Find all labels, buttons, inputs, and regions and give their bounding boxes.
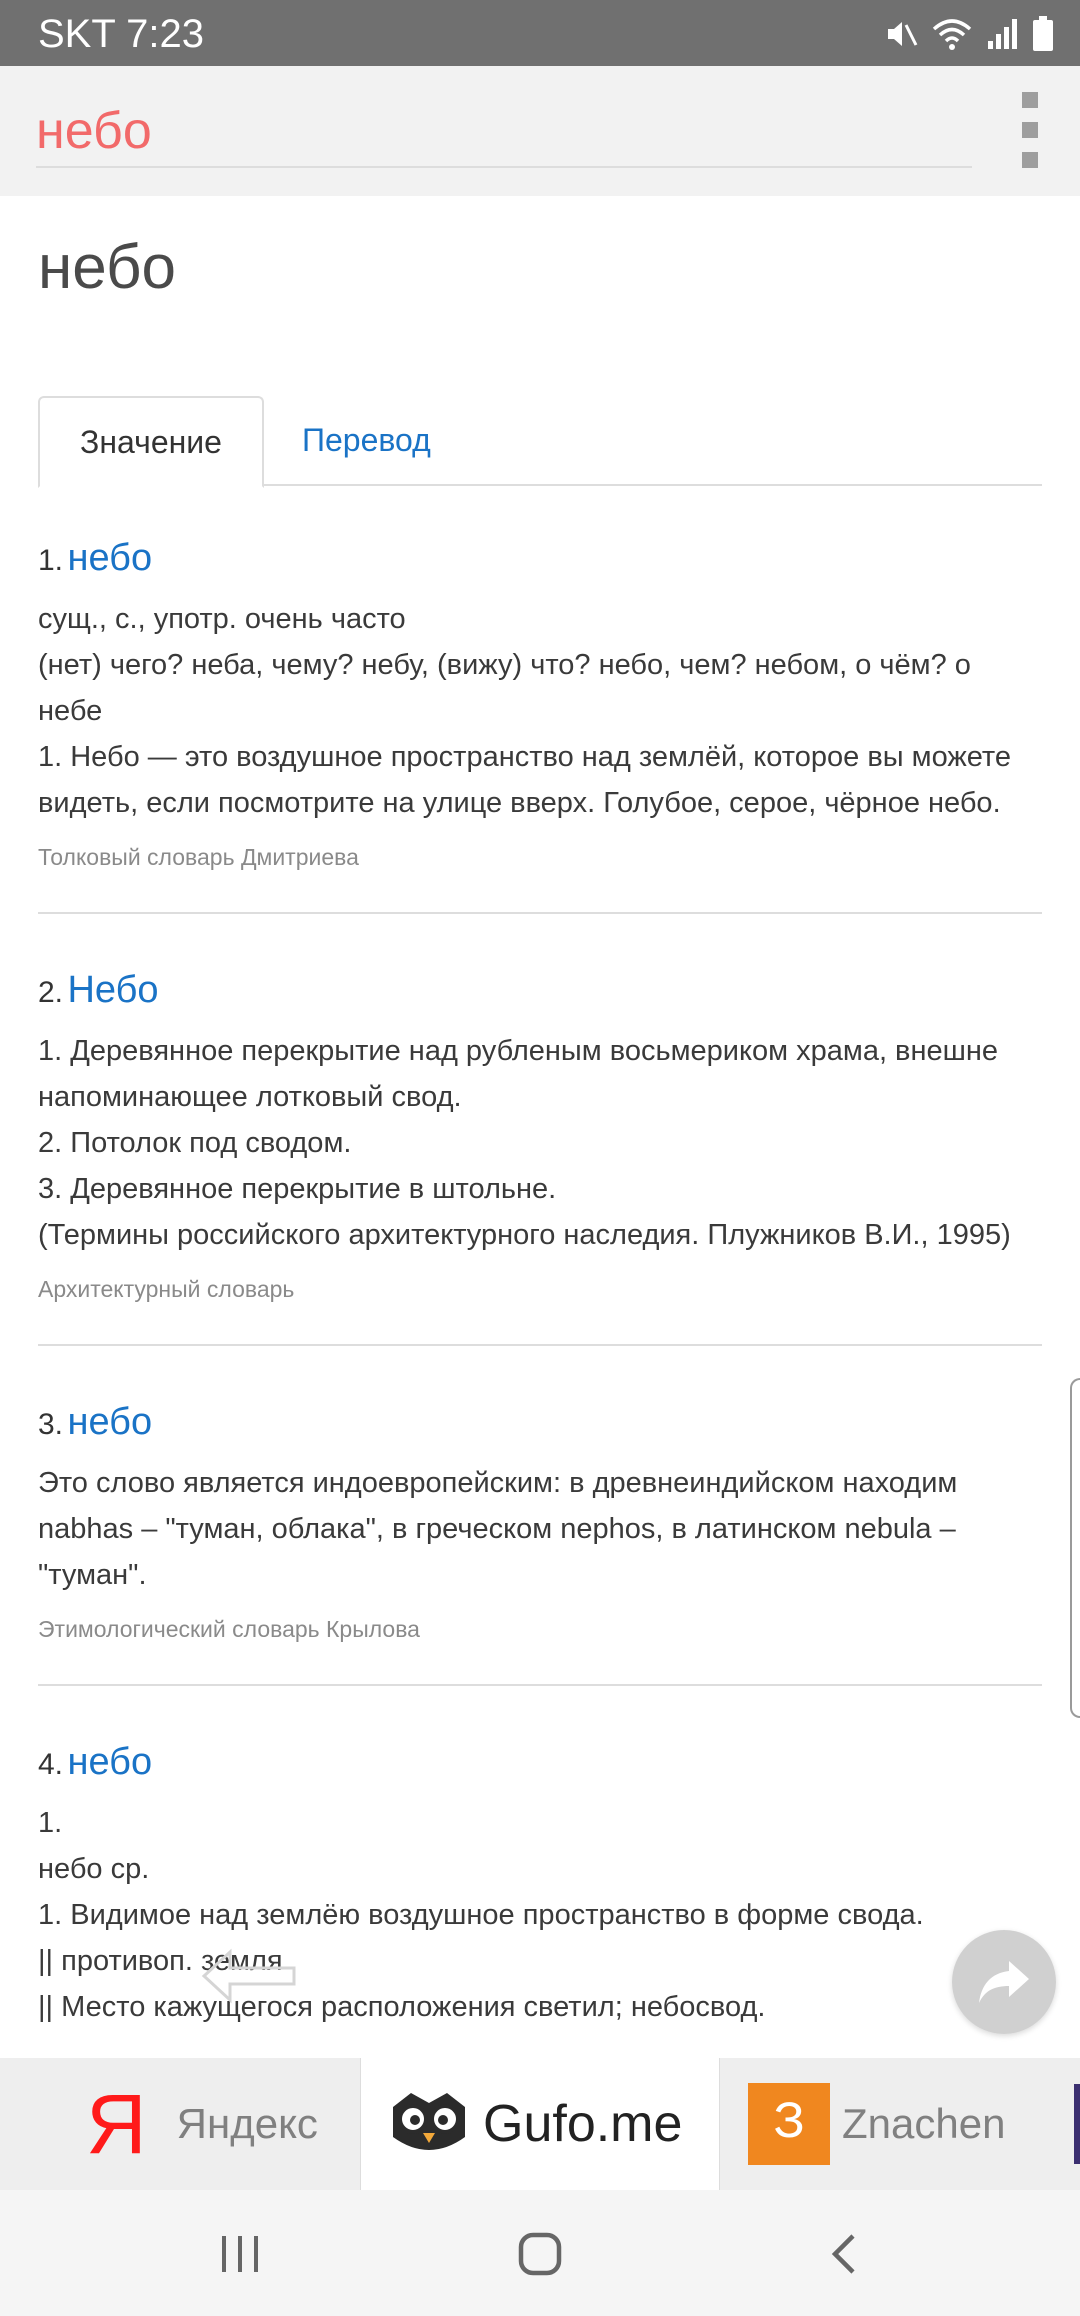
- entry-word-link[interactable]: небо: [67, 1741, 153, 1783]
- home-button[interactable]: [508, 2222, 572, 2286]
- entry-heading: [38, 1734, 1042, 1798]
- entry-line: 1.: [38, 1807, 63, 1839]
- share-button[interactable]: [952, 1930, 1056, 2034]
- entry: [38, 1734, 1042, 2070]
- recent-apps-icon: [218, 2234, 262, 2274]
- entry-line: 1. Деревянное перекрытие над рубленым восьмериком храма, внешне напоминающее лотковый свод.: [38, 1035, 999, 1113]
- swipe-back-arrow-icon: [200, 1946, 296, 2006]
- entry-heading: [38, 530, 1042, 594]
- tab-meaning[interactable]: Значение: [38, 396, 264, 488]
- search-header: [0, 66, 1080, 196]
- entries-list: [38, 530, 1042, 2118]
- status-carrier-time: SKT 7:23: [38, 12, 205, 56]
- site-tab-gufo[interactable]: [360, 2058, 720, 2190]
- entry-number: 1.: [38, 544, 64, 577]
- site-label: Яндекс: [176, 2100, 318, 2147]
- entry-word-link[interactable]: небо: [67, 537, 153, 579]
- entry-line: (Термины российского архитектурного наследия. Плужников В.И., 1995): [38, 1219, 1011, 1251]
- entry-line: сущ., с., употр. очень часто: [38, 603, 406, 635]
- entry-word-link[interactable]: Небо: [67, 969, 159, 1011]
- status-bar: [0, 0, 1080, 66]
- entry-line: небо ср.: [38, 1853, 150, 1885]
- next-site-edge: [1074, 2084, 1080, 2164]
- wifi-icon: [932, 17, 972, 51]
- back-button[interactable]: [812, 2222, 876, 2286]
- entry-line: 3. Деревянное перекрытие в штольне.: [38, 1173, 557, 1205]
- site-label: Znachen: [842, 2100, 1006, 2147]
- entry-line: || противоп. земля: [38, 1945, 283, 1977]
- entry-number: 3.: [38, 1408, 64, 1441]
- share-arrow-icon: [977, 1959, 1031, 2005]
- search-input[interactable]: [36, 96, 972, 168]
- site-switcher-bar: [0, 2058, 1080, 2190]
- page-title: небо: [38, 233, 177, 302]
- navigation-bar: [0, 2190, 1080, 2316]
- recent-apps-button[interactable]: [208, 2222, 272, 2286]
- entry-line: 1. Небо — это воздушное пространство над землёй, которое вы можете видеть, если посмотрите на улице вверх. Голубое, серое, чёрное небо.: [38, 741, 1012, 819]
- tab-translation[interactable]: Перевод: [302, 422, 431, 458]
- site-tab-znachen[interactable]: [722, 2058, 1080, 2190]
- entry-number: 2.: [38, 976, 64, 1009]
- menu-dot: [1022, 122, 1038, 138]
- mute-vibrate-icon: [884, 17, 918, 51]
- entry-line: 2. Потолок под сводом.: [38, 1127, 352, 1159]
- edge-panel-handle[interactable]: [1070, 1378, 1080, 1718]
- entry-heading: [38, 1394, 1042, 1458]
- znachen-logo: З: [748, 2083, 830, 2165]
- entry: [38, 1394, 1042, 1686]
- battery-icon: [1032, 16, 1054, 52]
- home-icon: [516, 2230, 564, 2278]
- back-icon: [829, 2232, 859, 2276]
- entry-heading: [38, 962, 1042, 1026]
- site-tab-yandex[interactable]: [0, 2058, 358, 2190]
- entry-line: Это слово является индоевропейским: в древнеиндийском находим nabhas – "туман, облака", в греческом nephos, в латинском nebula – "туман".: [38, 1467, 958, 1591]
- entry-line: || Место кажущегося расположения светил; небосвод.: [38, 1991, 766, 2023]
- yandex-logo: Я: [86, 2077, 147, 2171]
- tabs: [38, 396, 1042, 486]
- menu-dot: [1022, 152, 1038, 168]
- entry-source: Архитектурный словарь: [38, 1276, 295, 1302]
- entry-word-link[interactable]: небо: [67, 1401, 153, 1443]
- status-icons: [884, 14, 1054, 54]
- entry-line: (нет) чего? неба, чему? небу, (вижу) что? небо, чем? небом, о чём? о небе: [38, 649, 971, 727]
- menu-dot: [1022, 92, 1038, 108]
- entry-line: 1. Видимое над землёю воздушное пространство в форме свода.: [38, 1899, 924, 1931]
- signal-icon: [986, 17, 1018, 51]
- overflow-menu-icon[interactable]: [1018, 92, 1042, 168]
- entry: [38, 962, 1042, 1346]
- owl-glasses-logo-icon: [387, 2089, 471, 2159]
- entry-source: Толковый словарь Дмитриева: [38, 844, 359, 870]
- entry: [38, 530, 1042, 914]
- site-label: Gufo.me: [483, 2095, 683, 2153]
- entry-number: 4.: [38, 1748, 64, 1781]
- entry-source: Этимологический словарь Крылова: [38, 1616, 420, 1642]
